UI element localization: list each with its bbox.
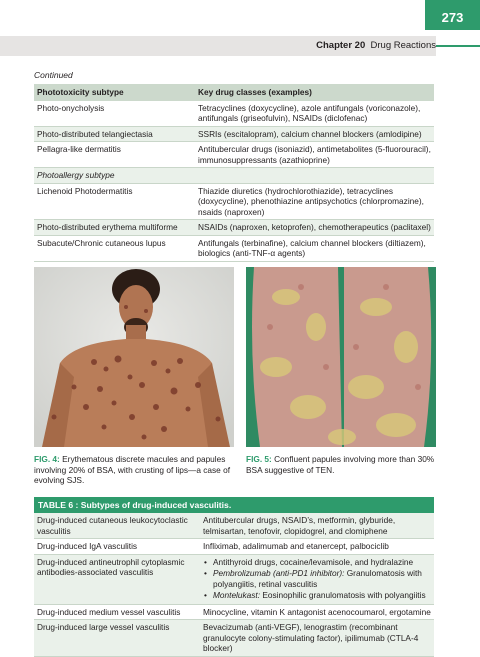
drugs-cell: Tetracyclines (doxycycline), azole antifungals (voriconazole), antifungals (griseofulvin), NSAIDs (diclofenac) bbox=[195, 101, 434, 127]
subtype-cell: Drug-induced cutaneous leukocytoclastic vasculitis bbox=[34, 513, 200, 539]
drugs-cell: Antifungals (terbinafine), calcium channel blockers (diltiazem), biologics (anti-TNF-α agents) bbox=[195, 235, 434, 261]
table-row bbox=[34, 183, 434, 220]
drugs-cell bbox=[200, 554, 434, 604]
figure-4-caption bbox=[34, 454, 239, 486]
drugs-cell: Bevacizumab (anti-VEGF), lenograstim (recombinant granulocyte colony-stimulating factor), ipilimumab (CTLA-4 blocker) bbox=[200, 620, 434, 657]
list-item: • Pembrolizumab (anti-PD1 inhibitor): Granulomatosis with polyangiitis, retinal vasculitis bbox=[203, 568, 431, 589]
figure-5-caption bbox=[246, 454, 438, 475]
table-subheader-row bbox=[34, 168, 434, 184]
table-row bbox=[34, 101, 434, 127]
subtype-cell: Drug-induced medium vessel vasculitis bbox=[34, 604, 200, 620]
subtype-cell: Photo-onycholysis bbox=[34, 101, 195, 127]
figure-caption-text: Confluent papules involving more than 30% BSA suggestive of TEN. bbox=[246, 454, 435, 475]
subtype-cell: Photo-distributed erythema multiforme bbox=[34, 220, 195, 236]
page-number-tab bbox=[425, 0, 480, 30]
table-row bbox=[34, 620, 434, 657]
drug-bullet-list bbox=[203, 557, 431, 601]
figure-label: FIG. 4: bbox=[34, 454, 60, 464]
table-row bbox=[34, 220, 434, 236]
subtype-cell: Subacute/Chronic cutaneous lupus bbox=[34, 235, 195, 261]
drugs-cell: Thiazide diuretics (hydrochlorothiazide), tetracyclines (doxycycline), phenothiazine antipsychotics (chlorpromazine), nsaids (naproxen) bbox=[195, 183, 434, 220]
drugs-cell: Antitubercular drugs, NSAID’s, metformin, glyburide, telmisartan, tenofovir, clopidogrel, and clomiphene bbox=[200, 513, 434, 539]
figure-4-photo bbox=[34, 267, 234, 447]
subtype-cell: Pellagra-like dermatitis bbox=[34, 142, 195, 168]
drugs-cell bbox=[195, 168, 434, 184]
subtype-cell: Drug-induced IgA vasculitis bbox=[34, 539, 200, 555]
figure-label: FIG. 5: bbox=[246, 454, 272, 464]
phototoxicity-table bbox=[34, 84, 434, 262]
clinical-photo-torso bbox=[34, 267, 234, 447]
chapter-label bbox=[316, 40, 436, 51]
subtype-cell: Photo-distributed telangiectasia bbox=[34, 126, 195, 142]
vasculitis-table bbox=[34, 513, 434, 657]
subtype-cell: Drug-induced large vessel vasculitis bbox=[34, 620, 200, 657]
drugs-cell: NSAIDs (naproxen, ketoprofen), chemotherapeutics (paclitaxel) bbox=[195, 220, 434, 236]
table-row bbox=[34, 513, 434, 539]
table-row bbox=[34, 604, 434, 620]
continued-label: Continued bbox=[34, 70, 73, 80]
drugs-cell: Infliximab, adalimumab and etanercept, palbociclib bbox=[200, 539, 434, 555]
chapter-title: Drug Reactions bbox=[370, 40, 436, 51]
chapter-number: Chapter 20 bbox=[316, 40, 366, 51]
column-header: Phototoxicity subtype bbox=[34, 84, 195, 101]
table-row bbox=[34, 539, 434, 555]
subtype-cell: Drug-induced antineutrophil cytoplasmic antibodies-associated vasculitis bbox=[34, 554, 200, 604]
subheader-cell: Photoallergy subtype bbox=[34, 168, 195, 184]
list-item: • Antithyroid drugs, cocaine/levamisole, and hydralazine bbox=[203, 557, 431, 568]
column-header: Key drug classes (examples) bbox=[195, 84, 434, 101]
clinical-photo-thighs bbox=[246, 267, 436, 447]
drugs-cell: Antitubercular drugs (isoniazid), antimetabolites (5-fluorouracil), immunosuppressants (azathioprine) bbox=[195, 142, 434, 168]
table-row bbox=[34, 235, 434, 261]
drugs-cell: Minocycline, vitamin K antagonist acenocoumarol, ergotamine bbox=[200, 604, 434, 620]
table-row bbox=[34, 126, 434, 142]
page-number: 273 bbox=[441, 10, 464, 25]
running-head bbox=[0, 36, 480, 56]
list-item: • Montelukast: Eosinophilic granulomatosis with polyangiitis bbox=[203, 590, 431, 601]
figure-caption-text: Erythematous discrete macules and papules involving 20% of BSA, with crusting of lips—a case of evolving SJS. bbox=[34, 454, 230, 485]
figure-5-photo bbox=[246, 267, 436, 447]
table-6-title: TABLE 6 : Subtypes of drug-induced vasculitis. bbox=[34, 497, 434, 513]
drugs-cell: SSRIs (escitalopram), calcium channel blockers (amlodipine) bbox=[195, 126, 434, 142]
table-row bbox=[34, 142, 434, 168]
table-row bbox=[34, 554, 434, 604]
subtype-cell: Lichenoid Photodermatitis bbox=[34, 183, 195, 220]
